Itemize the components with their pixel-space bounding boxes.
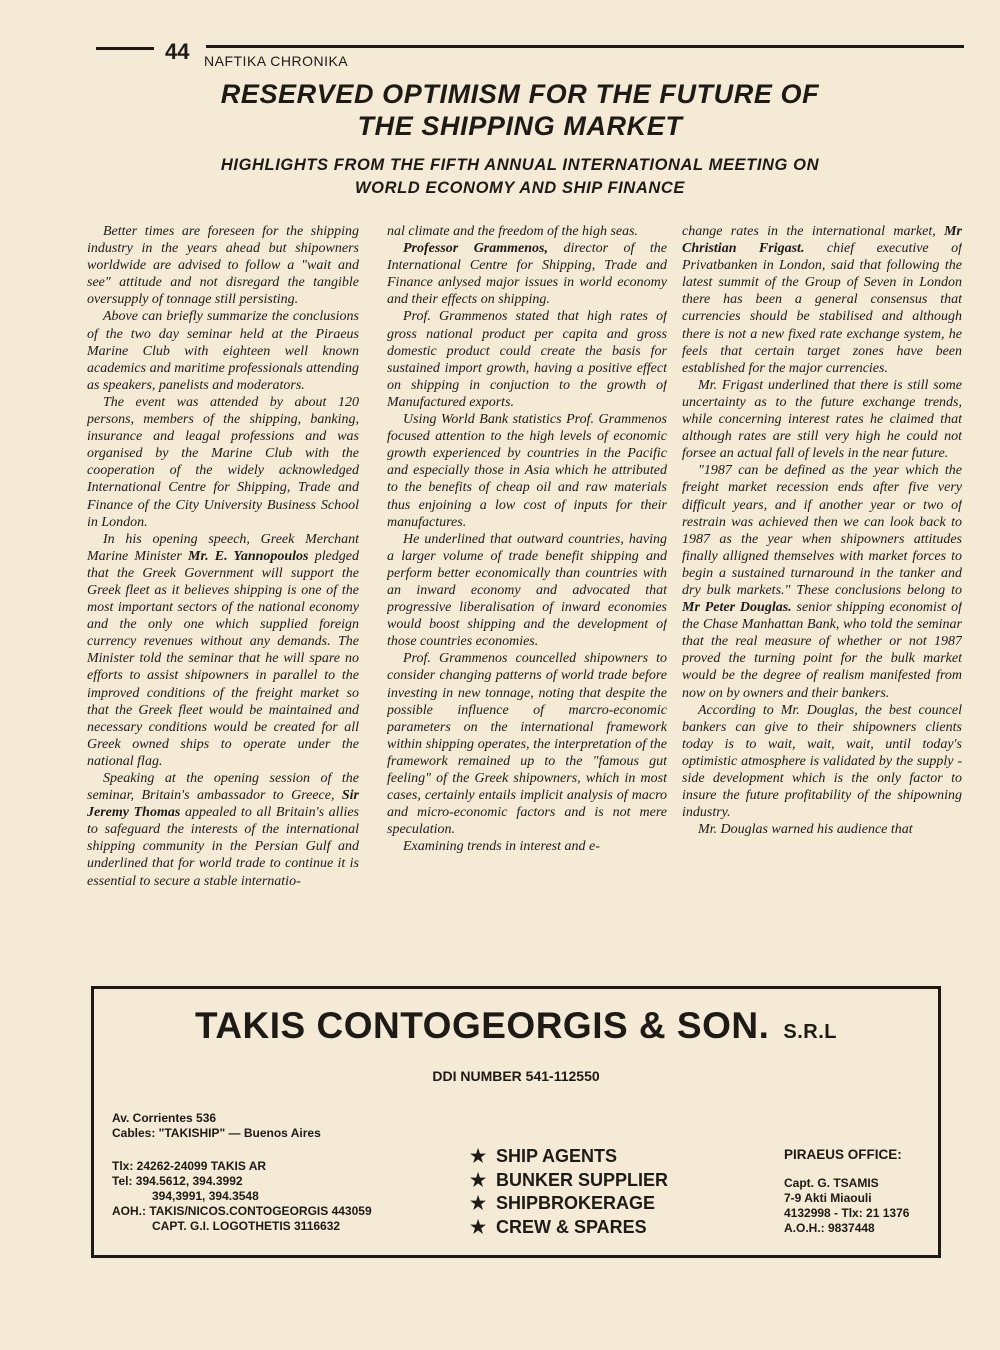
paragraph: Professor Grammenos, director of the International Centre for Shipping, Trade and Finance anlysed major issues in world economy and their effects on shipping. bbox=[387, 241, 667, 308]
ad-office-telephone: 4132998 - Tlx: 21 1376 bbox=[784, 1206, 910, 1220]
ad-contact-block bbox=[112, 1159, 372, 1234]
paragraph: Speaking at the opening session of the seminar, Britain's ambassador to Greece, Sir Jeremy Thomas appealed to all Britain's allies to safeguard the interests of the international shipping community in the Persian Gulf and underlined that for world trade to continue it is essential to secure a stable internatio- bbox=[87, 771, 359, 889]
header-rule-left bbox=[96, 47, 154, 50]
paragraph: "1987 can be defined as the year which the freight market recession ends after five very difficult years, and if another year or two of restrain was achieved then we can look back to 1987 as the year when shipowners attitudes finally alligned themselves with market forces to begin a sustained turnaround in the tanker and dry bulk markets." These conclusions belong to Mr Peter Douglas. senior shipping economist of the Chase Manhattan Bank, who told the seminar that the real measure of whether or not 1987 proved the turning point for the bulk market would be the degree of realism manifested from now on by owners and their bankers. bbox=[682, 463, 962, 701]
ad-piraeus-office bbox=[784, 1147, 909, 1236]
paragraph: Prof. Grammenos stated that high rates of gross national product per capita and gross domestic product could create the basis for sustained import growth, having a positive effect on shipping in conjuction to the growth of Manufactured exports. bbox=[387, 309, 667, 410]
ad-telephone-2: 394,3991, 394.3548 bbox=[152, 1189, 259, 1203]
star-icon: ★ bbox=[470, 1146, 487, 1166]
star-icon: ★ bbox=[470, 1193, 487, 1213]
person-name: Mr Peter Douglas. bbox=[682, 600, 792, 616]
advertisement-box bbox=[91, 986, 941, 1258]
article-column-1 bbox=[87, 223, 359, 968]
ad-telephone: Tel: 394.5612, 394.3992 bbox=[112, 1174, 243, 1188]
ad-service-item: ★ SHIP AGENTS bbox=[470, 1145, 668, 1169]
person-name: Professor Grammenos, bbox=[403, 241, 548, 257]
paragraph: The event was attended by about 120 persons, members of the shipping, banking, insurance and leagal professions and was organised by the Marine Club with the cooperation of the widely acknowledged International Centre for Shipping, Trade and Finance of the City University Business School in London. bbox=[87, 394, 359, 530]
paragraph: nal climate and the freedom of the high seas. bbox=[387, 224, 639, 239]
paragraph: Mr. Douglas warned his audience that bbox=[698, 822, 913, 838]
article-column-2 bbox=[387, 223, 667, 968]
article-title bbox=[120, 78, 920, 142]
header-rule-right bbox=[206, 45, 964, 48]
ad-company-name: TAKIS CONTOGEORGIS & SON. S.R.L bbox=[194, 1005, 838, 1046]
ad-aoh-2: CAPT. G.I. LOGOTHETIS 3116632 bbox=[152, 1219, 341, 1233]
star-icon: ★ bbox=[470, 1216, 487, 1237]
ad-company-suffix: S.R.L bbox=[783, 1021, 838, 1043]
ad-telex: Tlx: 24262-24099 TAKIS AR bbox=[112, 1159, 267, 1173]
ad-services-list bbox=[470, 1145, 668, 1239]
subtitle-line-2: WORLD ECONOMY AND SHIP FINANCE bbox=[355, 179, 685, 197]
title-line-2: THE SHIPPING MARKET bbox=[357, 111, 683, 141]
ad-address: Av. Corrientes 536 bbox=[112, 1111, 217, 1125]
paragraph: Examining trends in interest and e- bbox=[403, 839, 600, 855]
paragraph: Prof. Grammenos councelled shipowners to consider changing patterns of world trade before investing in new tonnage, noting that despite the possible influence of marcro-economic parameters on the international framework within shipping operates, the interpretation of the framework remained up to the "famous gut feeling" of the Greek shipowners, which in most cases, certainly entails implicit analysis of macro and micro-economic factors and is not mere speculation. bbox=[387, 651, 667, 838]
paragraph: Mr. Frigast underlined that there is still some uncertainty as to the future exchange trends, while concerning interest rates he claimed that although rates are still very high he could not forsee an actual fall of levels in the near future. bbox=[682, 377, 962, 462]
paragraph: change rates in the international market, Mr Christian Frigast. chief executive of Privatbanken in London, said that following the latest summit of the Group of Seven in London there has been a general consensus that currencies should be stabilised and although there is not a new fixed rate exchange system, he feels that certain target zones have been established for the major currencies. bbox=[682, 224, 962, 376]
person-name: Sir Jeremy Thomas bbox=[87, 788, 359, 821]
paragraph: According to Mr. Douglas, the best councel bankers can give to their shipowners clients today is to wait, wait, wait, until today's optimistic atmosphere is validated by the supply - side development which is the only factor to insure the future profitability of the shipowning industry. bbox=[682, 702, 962, 821]
ad-service-item: ★ CREW & SPARES bbox=[470, 1216, 668, 1240]
subtitle-line-1: HIGHLIGHTS FROM THE FIFTH ANNUAL INTERNATIONAL MEETING ON bbox=[220, 156, 820, 174]
ad-service-item: ★ SHIPBROKERAGE bbox=[470, 1192, 668, 1216]
paragraph: Using World Bank statistics Prof. Grammenos focused attention to the high levels of economic growth experienced by countries in the Pacific and especially those in Asia which he attributed to the benefits of cheap oil and raw materials thus enjoining a low cost of inputs for their manufactures. bbox=[387, 412, 667, 530]
person-name: Mr Christian Frigast. bbox=[682, 224, 962, 257]
article-subtitle bbox=[120, 154, 920, 200]
magazine-name: NAFTIKA CHRONIKA bbox=[204, 53, 349, 69]
paragraph: Better times are foreseen for the shipping industry in the years ahead but shipowners worldwide are advised to follow a "wait and see" attitude and not disregard the tangible oversupply of tonnage still persisting. bbox=[87, 224, 359, 308]
paragraph: Above can briefly summarize the conclusions of the two day seminar held at the Piraeus Marine Club with eighteen well known academics and maritime professionals attending as speakers, panelists and moderators. bbox=[87, 309, 359, 393]
ad-aoh: AOH.: TAKIS/NICOS.CONTOGEORGIS 443059 bbox=[112, 1204, 372, 1218]
ad-address-block bbox=[112, 1111, 321, 1141]
star-icon: ★ bbox=[470, 1169, 487, 1190]
ad-service-item: ★ BUNKER SUPPLIER bbox=[470, 1169, 668, 1193]
page-number: 44 bbox=[165, 39, 190, 64]
ad-office-aoh: A.O.H.: 9837448 bbox=[784, 1221, 875, 1235]
ad-office-contact: Capt. G. TSAMIS bbox=[784, 1176, 879, 1190]
article-column-3 bbox=[682, 223, 962, 968]
title-line-1: RESERVED OPTIMISM FOR THE FUTURE OF bbox=[220, 79, 820, 109]
person-name: Mr. E. Yannopoulos bbox=[188, 548, 309, 564]
paragraph: He underlined that outward countries, having a larger volume of trade benefit shipping and perform better economically than countries with an inward economy and advocated that progressive liberalisation of inward economies would boost shipping and the development of those countries economies. bbox=[387, 531, 667, 650]
ad-ddi-number: DDI NUMBER 541-112550 bbox=[432, 1068, 600, 1084]
ad-office-address: 7-9 Akti Miaouli bbox=[784, 1191, 872, 1205]
ad-cables: Cables: "TAKISHIP" — Buenos Aires bbox=[112, 1126, 321, 1140]
paragraph: In his opening speech, Greek Merchant Marine Minister Mr. E. Yannopoulos pledged that the Greek Government will support the Greek fleet as it believes shipping is one of the most important sectors of the national economy and the only one which supplied foreign currency revenues without any demands. The Minister told the seminar that he will spare no efforts to assist shipowners in parallel to the improved conditions of the freight market so that the Greek fleet would be maintained and necessary conditions would be created for all Greek owned ships to operate under the national flag. bbox=[87, 531, 359, 769]
ad-office-heading: PIRAEUS OFFICE: bbox=[784, 1147, 902, 1162]
